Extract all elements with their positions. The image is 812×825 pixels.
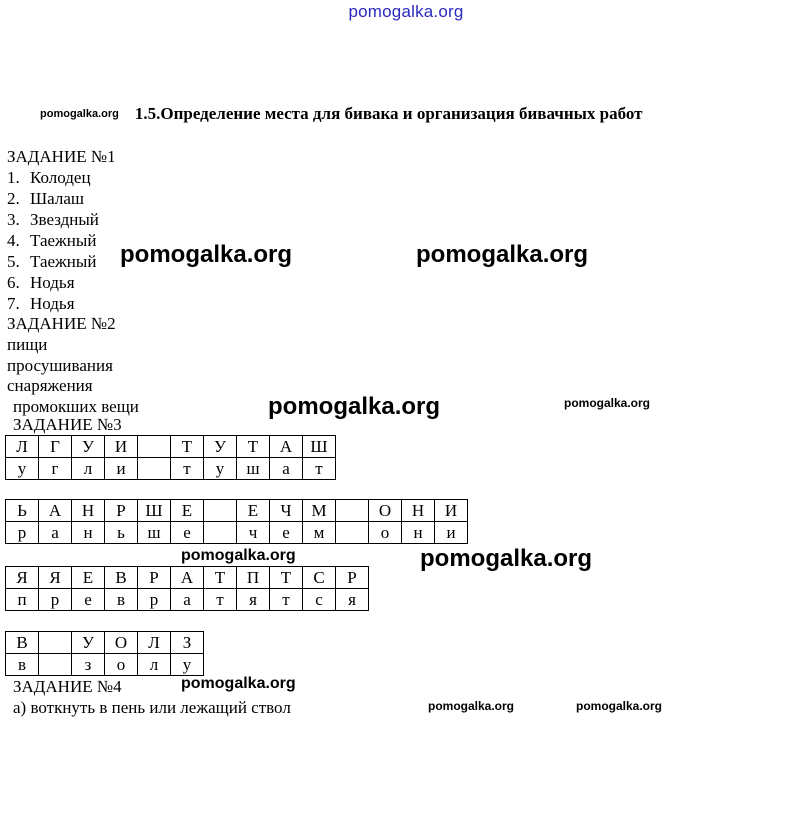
cipher-cell: а [270, 458, 303, 480]
task2-line: промокших вещи [13, 397, 139, 416]
watermark-mid-1: pomogalka.org [181, 547, 296, 564]
cipher-cell: Т [270, 567, 303, 589]
cipher-cell: Я [6, 567, 39, 589]
cipher-cell: о [105, 654, 138, 676]
cipher-cell: Г [39, 436, 72, 458]
watermark-big-2: pomogalka.org [416, 241, 589, 268]
cipher-cell: у [6, 458, 39, 480]
cipher-row-encrypted [6, 436, 336, 458]
cipher-cell: П [237, 567, 270, 589]
cipher-cell: Е [72, 567, 105, 589]
cipher-cell: о [369, 522, 402, 544]
task3-heading: ЗАДАНИЕ №3 [13, 415, 122, 434]
cipher-cell: п [6, 589, 39, 611]
cipher-cell: и [105, 458, 138, 480]
cipher-cell: Л [138, 632, 171, 654]
cipher-table-4 [5, 631, 204, 676]
cipher-cell: ш [237, 458, 270, 480]
cipher-cell: а [39, 522, 72, 544]
task2-line: снаряжения [7, 376, 93, 395]
cipher-cell: И [435, 500, 468, 522]
watermark-big-1: pomogalka.org [120, 241, 293, 268]
cipher-cell [138, 458, 171, 480]
watermark-small-right-1: pomogalka.org [564, 396, 651, 410]
cipher-cell [39, 632, 72, 654]
task2-line: просушивания [7, 356, 113, 375]
cipher-cell: Р [336, 567, 369, 589]
cipher-cell: О [369, 500, 402, 522]
cipher-cell: т [204, 589, 237, 611]
cipher-cell [138, 436, 171, 458]
cipher-cell: У [72, 632, 105, 654]
cipher-cell: В [6, 632, 39, 654]
cipher-cell: С [303, 567, 336, 589]
task4-line: а) воткнуть в пень или лежащий ствол [13, 698, 291, 717]
cipher-row-encrypted [6, 567, 369, 589]
cipher-cell: г [39, 458, 72, 480]
cipher-cell: в [6, 654, 39, 676]
cipher-cell: Н [72, 500, 105, 522]
cipher-cell: е [72, 589, 105, 611]
list-item: 3. Звездный [7, 210, 99, 229]
list-item: 6. Нодья [7, 273, 75, 292]
cipher-cell: а [171, 589, 204, 611]
cipher-cell: т [171, 458, 204, 480]
task1-heading: ЗАДАНИЕ №1 [7, 147, 116, 166]
cipher-cell: А [39, 500, 72, 522]
cipher-cell [336, 522, 369, 544]
cipher-cell: е [270, 522, 303, 544]
cipher-cell: ш [138, 522, 171, 544]
cipher-cell: Я [39, 567, 72, 589]
watermark-small-bottom-2: pomogalka.org [576, 699, 663, 713]
cipher-row-decoded [6, 589, 369, 611]
cipher-cell: А [270, 436, 303, 458]
watermark-big-4: pomogalka.org [420, 545, 593, 572]
cipher-cell [204, 522, 237, 544]
cipher-cell: з [72, 654, 105, 676]
cipher-cell [336, 500, 369, 522]
cipher-cell: л [72, 458, 105, 480]
task1-answer-list [7, 167, 99, 314]
watermark-title-left: pomogalka.org [40, 108, 119, 120]
list-item: 5. Таежный [7, 252, 97, 271]
task2-line: пищи [7, 335, 48, 354]
cipher-cell: Л [6, 436, 39, 458]
cipher-row-decoded [6, 458, 336, 480]
cipher-cell: Т [171, 436, 204, 458]
section-title-row [40, 104, 643, 124]
cipher-cell: н [72, 522, 105, 544]
cipher-cell: у [171, 654, 204, 676]
cipher-cell: Т [204, 567, 237, 589]
watermark-big-3: pomogalka.org [268, 393, 441, 420]
section-title: 1.5.Определение места для бивака и организация бивачных работ [134, 104, 643, 123]
watermark-top: pomogalka.org [348, 2, 464, 21]
cipher-table-3 [5, 566, 369, 611]
list-item: 4. Таежный [7, 231, 97, 250]
cipher-cell: Е [171, 500, 204, 522]
cipher-cell: Р [105, 500, 138, 522]
cipher-cell: т [303, 458, 336, 480]
task2-heading: ЗАДАНИЕ №2 [7, 314, 116, 333]
cipher-cell: Ш [303, 436, 336, 458]
cipher-table-2 [5, 499, 468, 544]
cipher-cell: Ш [138, 500, 171, 522]
cipher-cell: и [435, 522, 468, 544]
cipher-cell [39, 654, 72, 676]
task4-heading: ЗАДАНИЕ №4 [13, 677, 122, 696]
cipher-cell: ь [105, 522, 138, 544]
watermark-small-bottom-1: pomogalka.org [428, 699, 515, 713]
cipher-row-decoded [6, 522, 468, 544]
list-item: 7. Нодья [7, 294, 75, 313]
cipher-row-encrypted [6, 632, 204, 654]
cipher-cell: О [105, 632, 138, 654]
cipher-cell: Ч [270, 500, 303, 522]
cipher-cell: р [138, 589, 171, 611]
cipher-cell: Ь [6, 500, 39, 522]
cipher-cell: м [303, 522, 336, 544]
cipher-row-encrypted [6, 500, 468, 522]
cipher-table-1 [5, 435, 336, 480]
cipher-cell: с [303, 589, 336, 611]
cipher-cell: н [402, 522, 435, 544]
list-item: 2. Шалаш [7, 189, 84, 208]
cipher-cell: Е [237, 500, 270, 522]
cipher-cell: ч [237, 522, 270, 544]
watermark-mid-2: pomogalka.org [181, 675, 296, 692]
cipher-cell: У [72, 436, 105, 458]
cipher-cell: И [105, 436, 138, 458]
cipher-cell [204, 500, 237, 522]
cipher-cell: я [336, 589, 369, 611]
cipher-cell: е [171, 522, 204, 544]
cipher-cell: З [171, 632, 204, 654]
cipher-cell: т [270, 589, 303, 611]
cipher-cell: В [105, 567, 138, 589]
cipher-cell: Т [237, 436, 270, 458]
cipher-cell: л [138, 654, 171, 676]
cipher-cell: У [204, 436, 237, 458]
list-item: 1. Колодец [7, 168, 91, 187]
cipher-cell: Н [402, 500, 435, 522]
cipher-cell: в [105, 589, 138, 611]
cipher-cell: я [237, 589, 270, 611]
cipher-cell: Р [138, 567, 171, 589]
cipher-cell: р [39, 589, 72, 611]
cipher-cell: р [6, 522, 39, 544]
cipher-cell: М [303, 500, 336, 522]
cipher-cell: у [204, 458, 237, 480]
cipher-cell: А [171, 567, 204, 589]
cipher-row-decoded [6, 654, 204, 676]
